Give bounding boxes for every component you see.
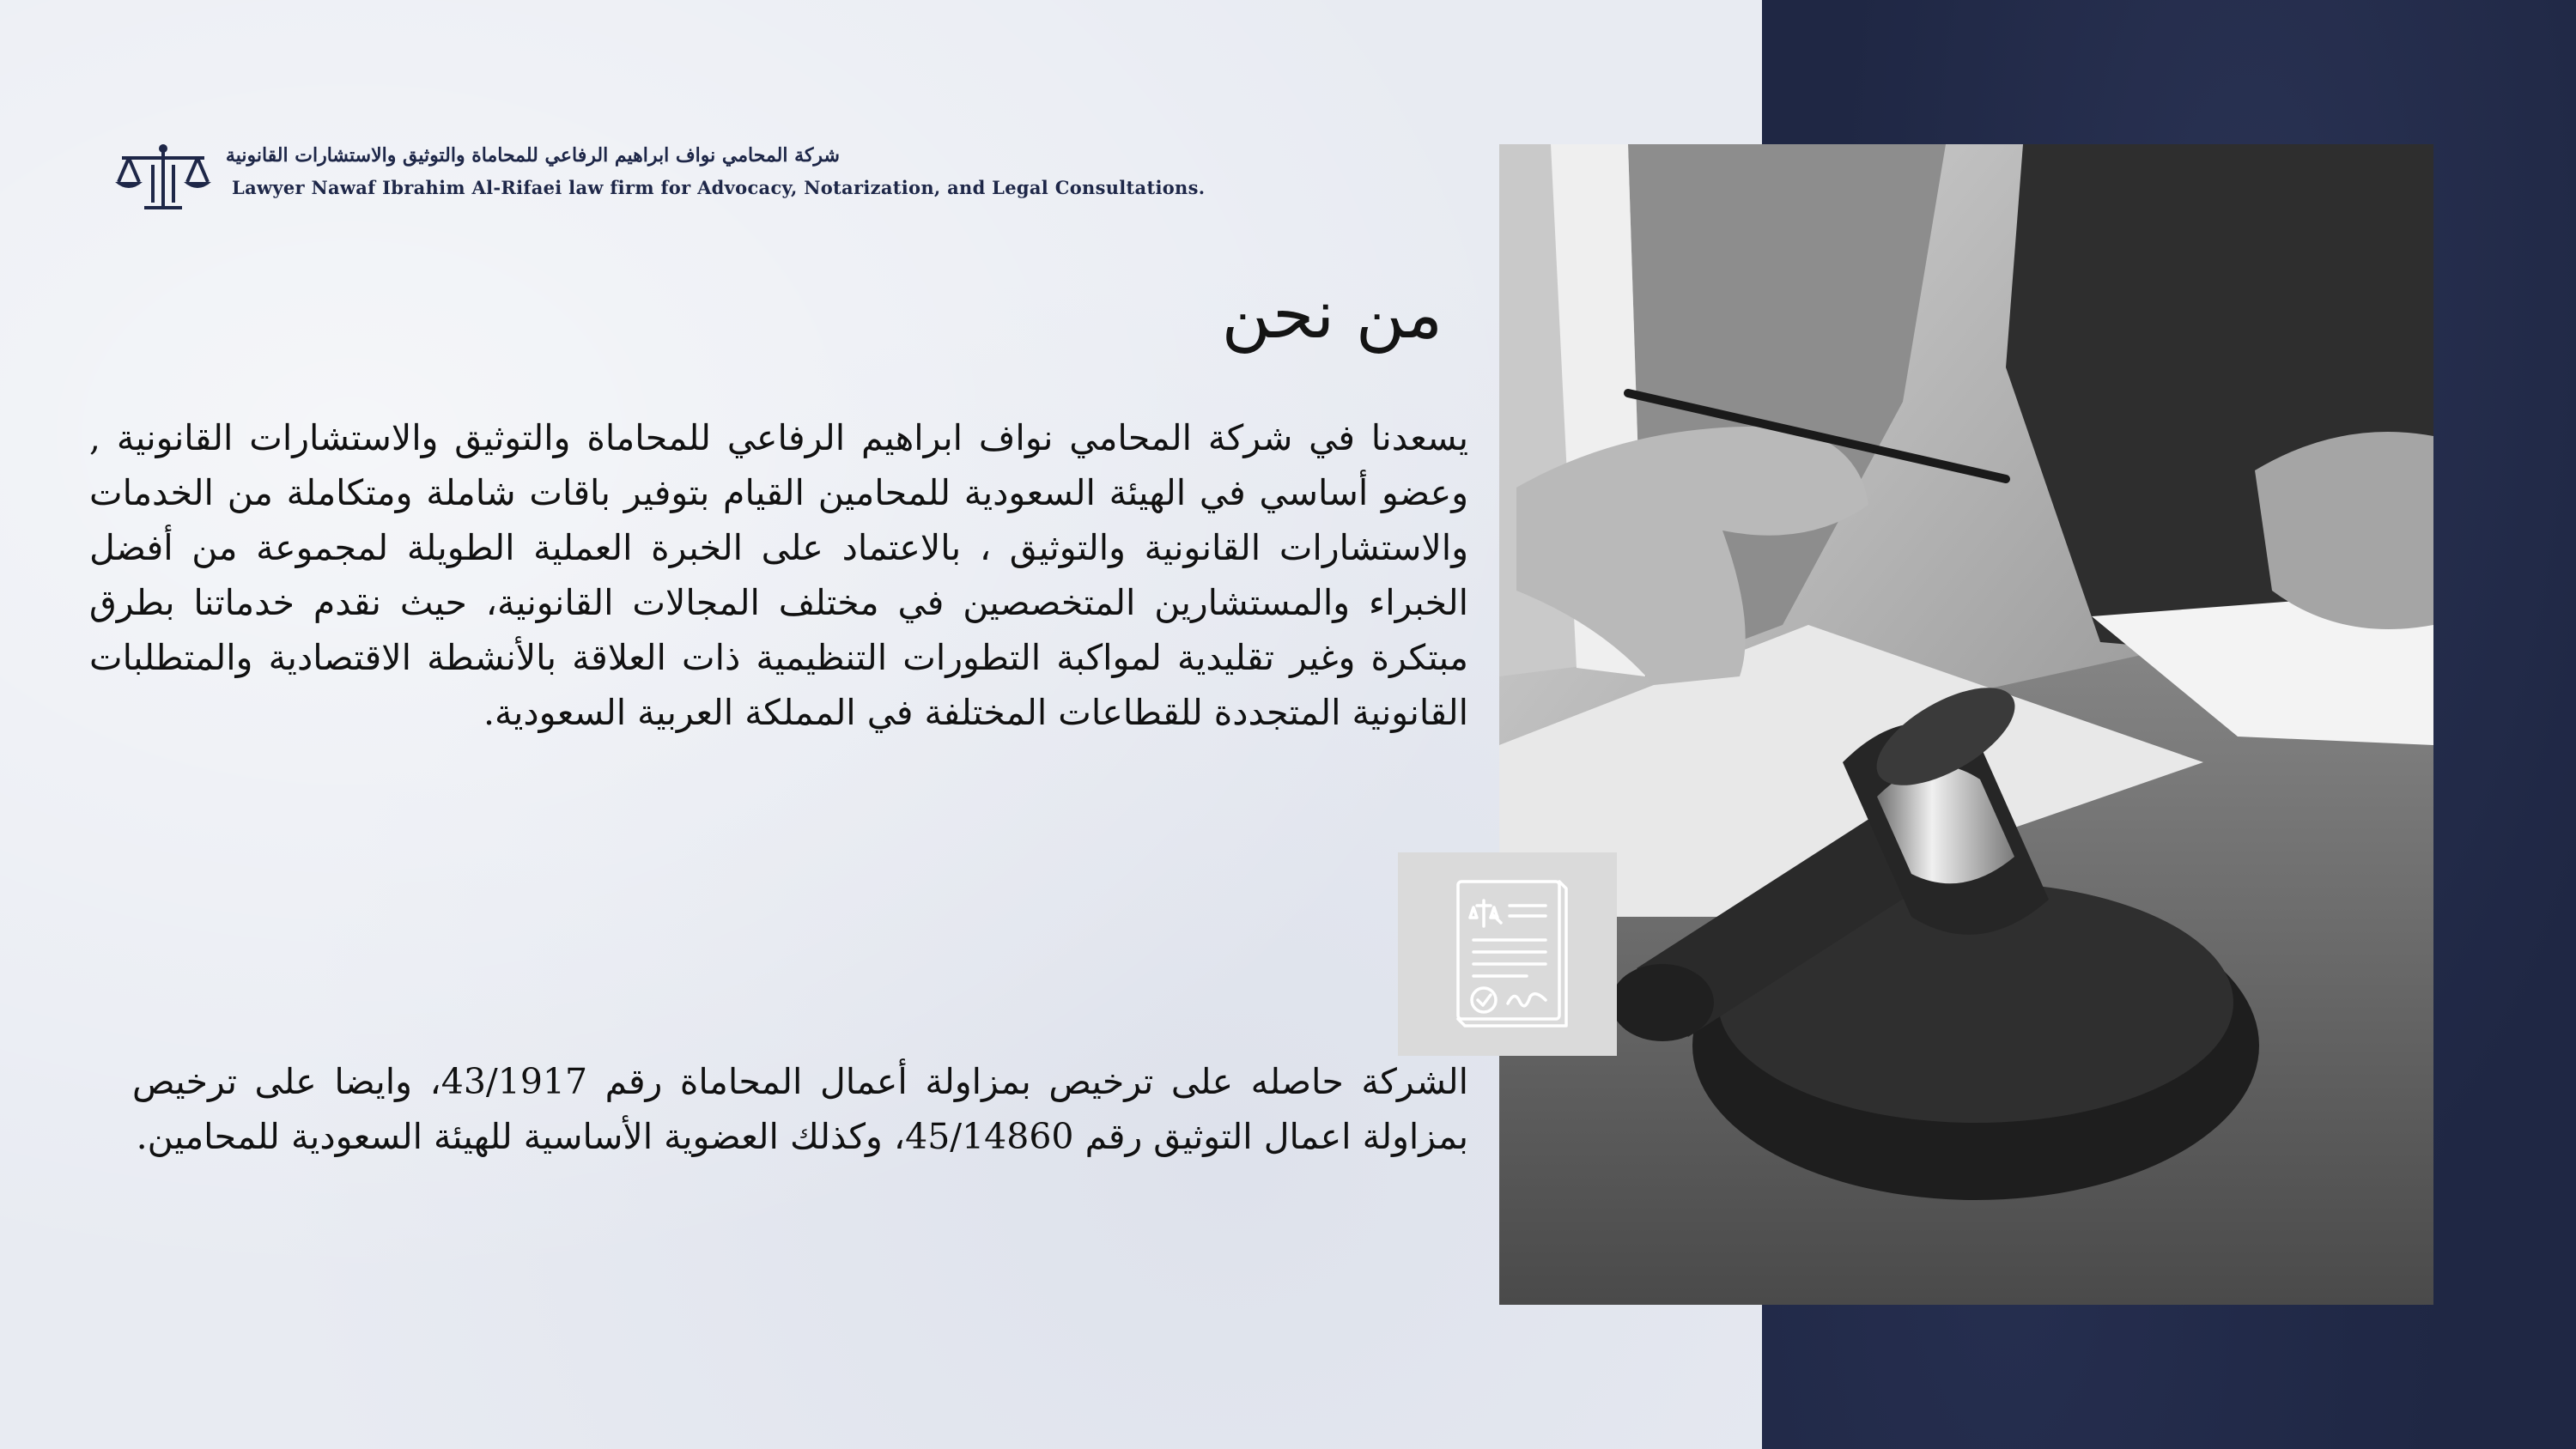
gavel-handshake-photo xyxy=(1499,144,2433,1305)
about-paragraph: يسعدنا في شركة المحامي نواف ابراهيم الرفاعي للمحاماة والتوثيق والاستشارات القانونية , وعضو أساسي في الهيئة السعودية للمحامين القيام بتوفير باقات شاملة ومتكاملة من الخدمات والاستشارات القانونية والتوثيق ، بالاعتماد على الخبرة العملية الطويلة لمجموعة من أفضل الخبراء والمستشارين المتخصصين في مختلف المجالات القانونية، حيث نقدم خدماتنا بطرق مبتكرة وغير تقليدية لمواكبة التطورات التنظيمية ذات العلاقة بالأنشطة الاقتصادية والمتطلبات القانونية المتجددة للقطاعات المختلفة في المملكة العربية السعودية. xyxy=(89,417,1468,733)
license-paragraph: الشركة حاصله على ترخيص بمزاولة أعمال المحاماة رقم 43/1917، وايضا على ترخيص بمزاولة اعمال التوثيق رقم 45/14860، وكذلك العضوية الأساسية للهيئة السعودية للمحامين. xyxy=(132,1061,1468,1157)
scales-of-justice-icon xyxy=(110,142,216,213)
firm-name-english: Lawyer Nawaf Ibrahim Al-Rifaei law firm for Advocacy, Notarization, and Legal Consultations. xyxy=(232,177,1206,198)
page-title: من نحن xyxy=(1221,276,1443,354)
firm-name-arabic: شركة المحامي نواف ابراهيم الرفاعي للمحاماة والتوثيق والاستشارات القانونية xyxy=(225,144,840,167)
legal-document-icon xyxy=(1398,852,1617,1056)
